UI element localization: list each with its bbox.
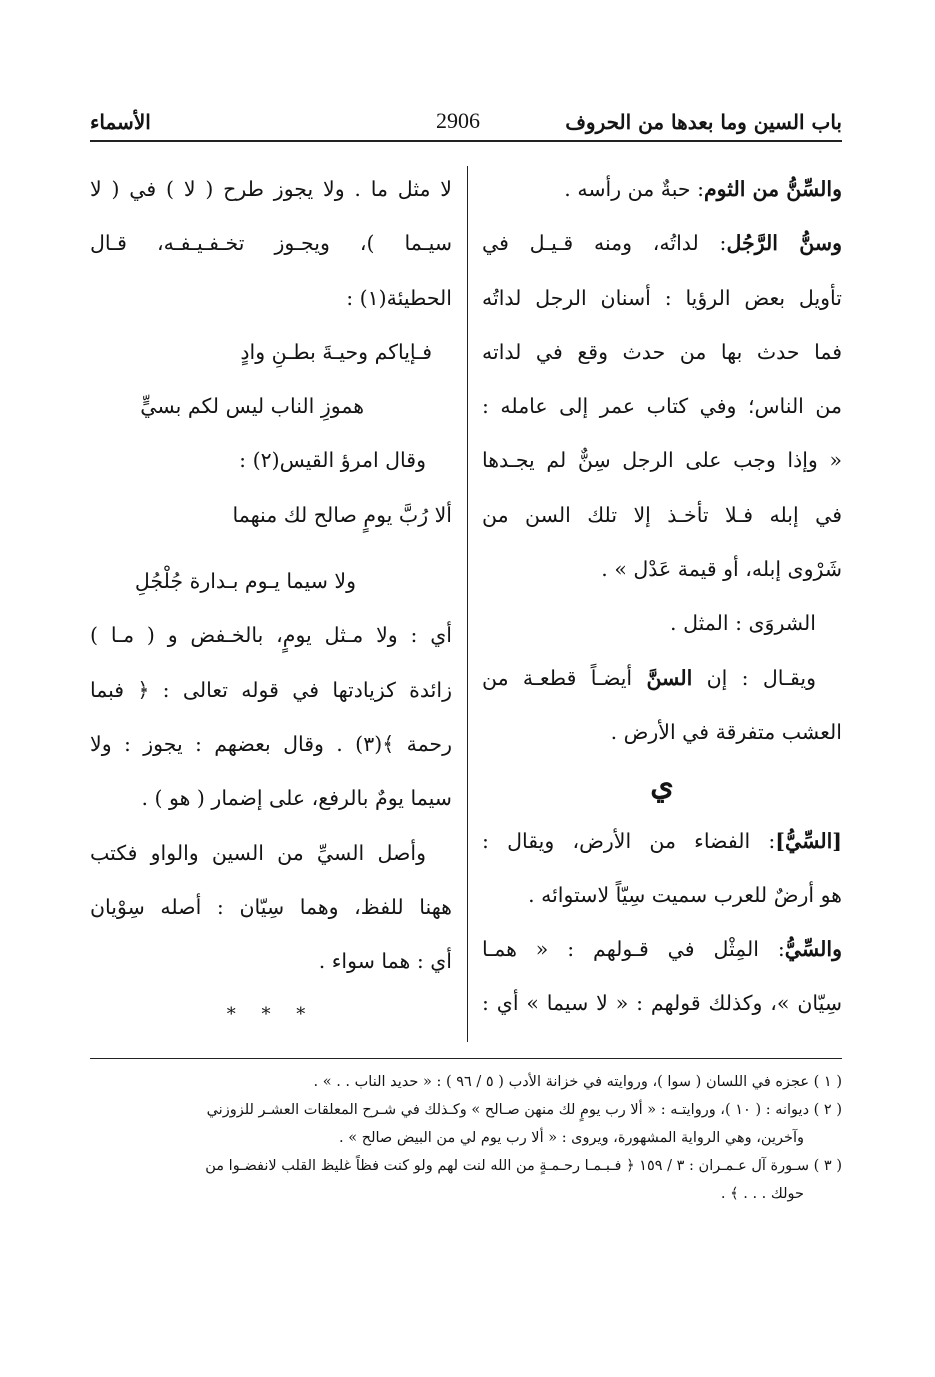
entry-definition: : لداتُه، ومنه قـيـل في	[482, 231, 727, 256]
text-line	[482, 651, 842, 705]
text-line	[482, 216, 842, 270]
footnotes	[90, 1068, 842, 1208]
footnote-1: ( ١ ) عجزه في اللسان ( سوا )، وروايته في خزانة الأدب ( ٥ / ٩٦ ) : « حديد الناب . . » .	[313, 1074, 842, 1090]
text-line: زائدة كزيادتها في قوله تعالى : ﴿ فبما	[90, 677, 452, 702]
text-line: من الناس؛ وفي كتاب عمر إلى عامله :	[482, 394, 842, 419]
text-line	[482, 162, 842, 216]
footnote-rule	[90, 1058, 842, 1059]
section-end-stars: * * *	[226, 1004, 316, 1026]
entry-term: السنَّ	[646, 665, 693, 690]
footnote-2-continuation: وآخرين، وهي الرواية المشهورة، ويروى : « ألا رب يوم لي من البيض صالح » .	[339, 1130, 804, 1146]
text-line: وأصل السيِّ من السين والواو فكتب	[90, 840, 426, 865]
text-line: سِيّان »، وكذلك قولهم : « لا سيما » أي :	[482, 991, 842, 1016]
text-line: سيما يومٌ بالرفع، على إضمار ( هو ) .	[141, 786, 452, 811]
column-divider	[467, 166, 468, 1042]
text-line: أي : هما سواء .	[318, 949, 452, 974]
entry-definition: الشروَى : المثل .	[670, 611, 816, 636]
text-line: رحمة ﴾(٣) . وقال بعضهم : يجوز : ولا	[90, 731, 452, 756]
text-line: هو أرضٌ للعرب سميت سِيّاً لاستوائه .	[528, 882, 842, 907]
entry-term: وسنُّ الرَّجُل	[726, 231, 842, 256]
entry-term: [السِّيُّ]	[775, 828, 842, 853]
page-header	[90, 100, 842, 142]
entry-text: أيضـاً قطعـة من	[482, 665, 633, 690]
verse-line: فـإياكم وحيـةَ بطـنِ وادٍ	[240, 339, 432, 364]
text-line: الحطيئة(١) :	[346, 285, 452, 310]
footnote-2: ( ٢ ) ديوانه : ( ١٠ )، وروايتـه : « ألا رب يومٍ لك منهن صـالح » وكـذلك في شـرح المعلقات العشـر للزوزني	[206, 1102, 842, 1118]
verse-line: ألا رُبَّ يومٍ صالح لك منهما	[232, 502, 452, 527]
text-line: العشب متفرقة في الأرض .	[610, 719, 842, 744]
entry-term: والسِّيُّ	[784, 937, 842, 962]
text-line: وقال امرؤ القيس(٢) :	[239, 448, 426, 473]
verse-line: ولا سيما يـوم بـدارة جُلْجُلِ	[134, 569, 356, 594]
text-line: لا مثل ما . ولا يجوز طرح ( لا ) في ( لا	[90, 177, 452, 201]
entry-text: ويقـال : إن	[706, 665, 816, 690]
entry-term: والسِّنُّ من الثوم	[703, 177, 842, 201]
spacer	[90, 542, 452, 554]
footnote-3: ( ٣ ) سـورة آل عـمـران : ٣ / ١٥٩ ﴿ فـبـمـا رحـمـةٍ من الله لنت لهم ولو كنت فظاً غليظ القلب لانفضـوا من	[205, 1158, 842, 1174]
text-line	[482, 814, 842, 868]
entry-definition: : الفضاء من الأرض، ويقال :	[482, 828, 776, 853]
entry-definition: : المِثْل في قـولهم : « همـا	[482, 937, 785, 962]
chapter-title: باب السين وما بعدها من الحروف	[565, 110, 842, 134]
text-line: أي : ولا مـثل يومٍ، بالخـفض و ( مـا )	[90, 623, 452, 648]
text-line: « وإذا وجب على الرجل سِنٌّ لم يجـدها	[482, 448, 842, 473]
text-line: شَرْوى إبله، أو قيمة عَدْل » .	[601, 557, 842, 582]
text-line: فما حدث بها من حدث وقع في لداته	[482, 339, 842, 364]
verse-line: هموزِ الناب ليس لكم بسيٍّ	[140, 394, 364, 419]
text-line: تأويل بعض الرؤيا : أسنان الرجل لداتُه	[482, 285, 842, 310]
page-number: 2906	[436, 108, 480, 133]
letter-heading: ي	[650, 768, 674, 804]
text-line	[482, 922, 842, 976]
text-line	[482, 596, 842, 650]
section-title: الأسماء	[90, 110, 151, 134]
text-line: في إبله فـلا تأخـذ إلا تلك السن من	[482, 502, 842, 527]
text-line: ههنا للفظ، وهما سِيّان : أصله سِوْيان	[90, 894, 452, 919]
footnote-3-continuation: حولك . . . ﴾ .	[720, 1186, 804, 1202]
left-column	[90, 162, 452, 1052]
entry-definition: : حبةٌ من رأسه .	[564, 177, 704, 201]
right-column	[482, 162, 842, 1052]
text-line: سيـما )، ويجـوز تخـفـيـفـه، قـال	[90, 231, 452, 256]
